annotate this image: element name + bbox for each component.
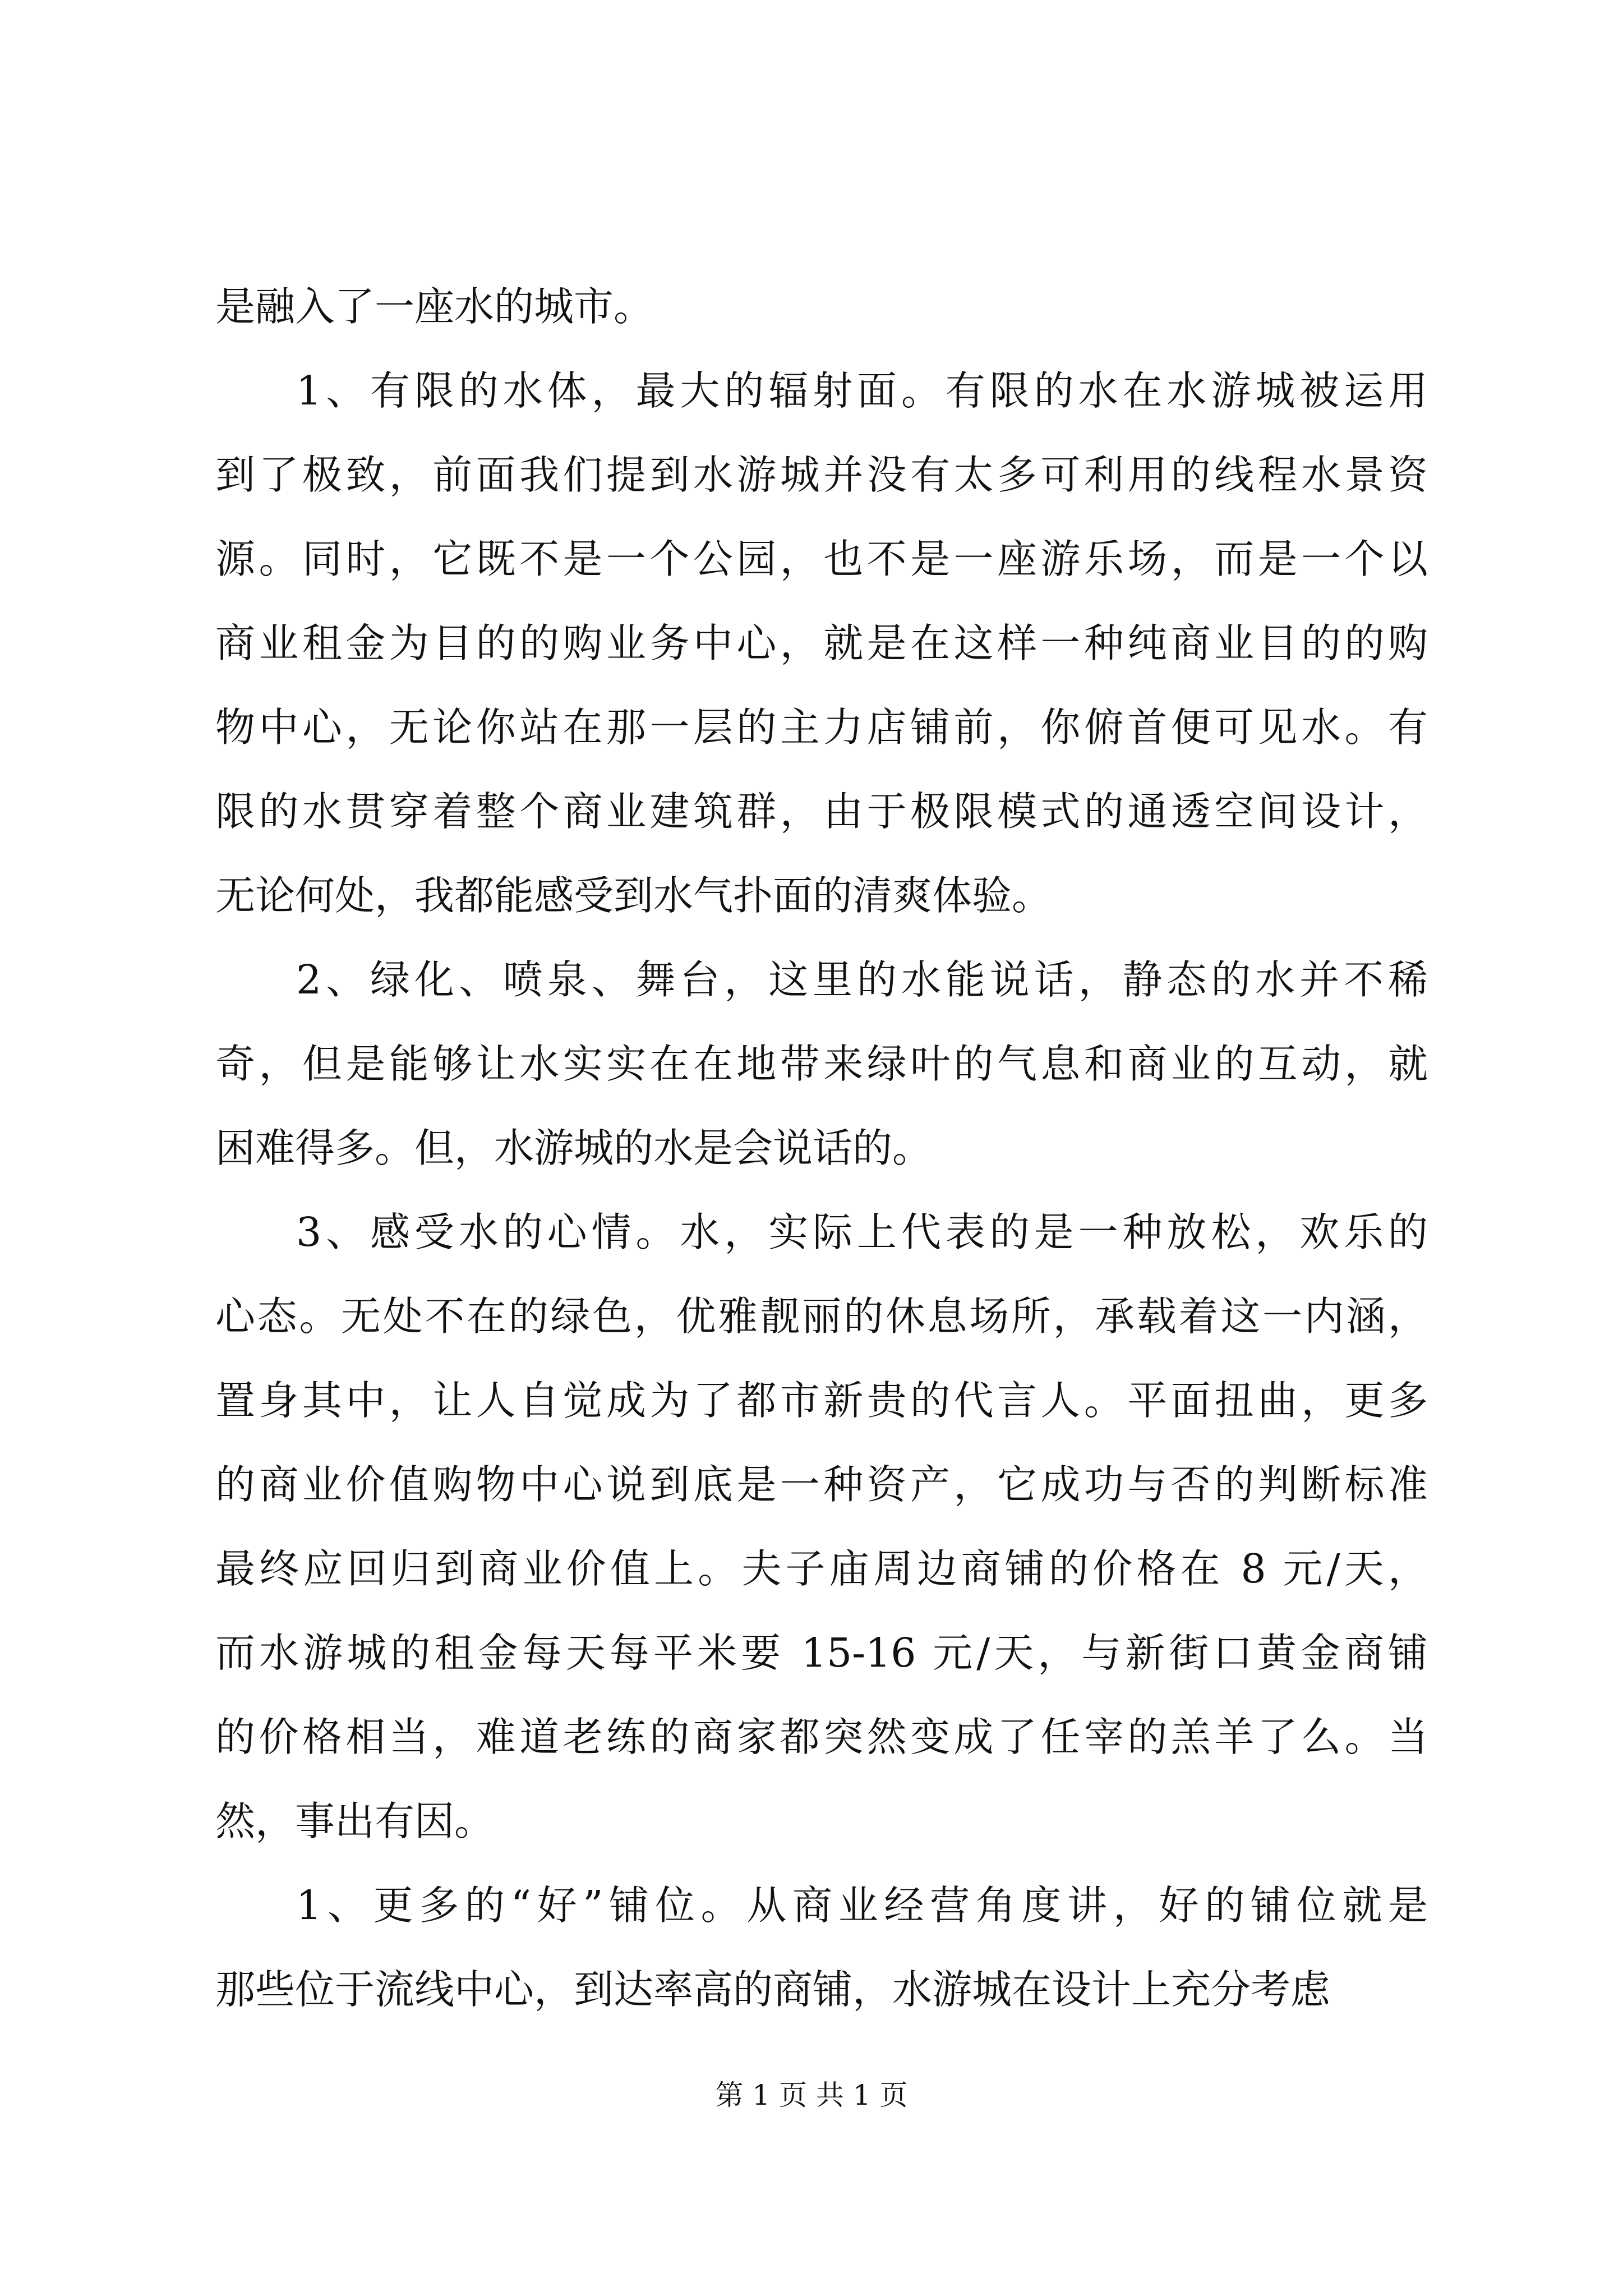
paragraph-line: 2、绿化、喷泉、舞台，这里的水能说话，静态的水并不稀 <box>296 956 1428 1003</box>
paragraph-line: 最终应回归到商业价值上。夫子庙周边商铺的价格在 8 元/天， <box>215 1545 1428 1592</box>
paragraph-line: 心态。无处不在的绿色，优雅靓丽的休息场所，承载着这一内涵， <box>215 1293 1428 1340</box>
paragraph-line: 的价格相当，难道老练的商家都突然变成了任宰的羔羊了么。当 <box>215 1714 1428 1760</box>
paragraph-line: 然，事出有因。 <box>215 1798 495 1844</box>
paragraph-line: 置身其中，让人自觉成为了都市新贵的代言人。平面扭曲，更多 <box>215 1377 1428 1424</box>
paragraph-line: 到了极致，前面我们提到水游城并没有太多可利用的线程水景资 <box>215 452 1428 498</box>
paragraph-line: 的商业价值购物中心说到底是一种资产，它成功与否的判断标准 <box>215 1461 1428 1508</box>
paragraph-line: 1、有限的水体，最大的辐射面。有限的水在水游城被运用 <box>296 367 1428 414</box>
paragraph-line: 而水游城的租金每天每平米要 15-16 元/天，与新街口黄金商铺 <box>215 1630 1428 1676</box>
paragraph-line: 困难得多。但，水游城的水是会说话的。 <box>215 1125 933 1171</box>
paragraph-line: 1、更多的“好”铺位。从商业经营角度讲，好的铺位就是 <box>296 1882 1428 1929</box>
paragraph-line: 3、感受水的心情。水，实际上代表的是一种放松，欢乐的 <box>296 1209 1428 1255</box>
paragraph-line: 奇，但是能够让水实实在在地带来绿叶的气息和商业的互动，就 <box>215 1041 1428 1087</box>
page-footer: 第 1 页 共 1 页 <box>715 2079 908 2111</box>
paragraph-line: 无论何处，我都能感受到水气扑面的清爽体验。 <box>215 872 1052 919</box>
document-body <box>215 265 1428 2032</box>
paragraph-line: 是融入了一座水的城市。 <box>215 283 654 330</box>
paragraph-line: 源。同时，它既不是一个公园，也不是一座游乐场，而是一个以 <box>215 536 1428 582</box>
paragraph-line: 物中心，无论你站在那一层的主力店铺前，你俯首便可见水。有 <box>215 704 1428 751</box>
paragraph-line: 那些位于流线中心，到达率高的商铺，水游城在设计上充分考虑 <box>215 1966 1331 2013</box>
paragraph-line: 商业租金为目的的购业务中心，就是在这样一种纯商业目的的购 <box>215 620 1428 666</box>
paragraph-line: 限的水贯穿着整个商业建筑群，由于极限模式的通透空间设计， <box>215 788 1428 835</box>
